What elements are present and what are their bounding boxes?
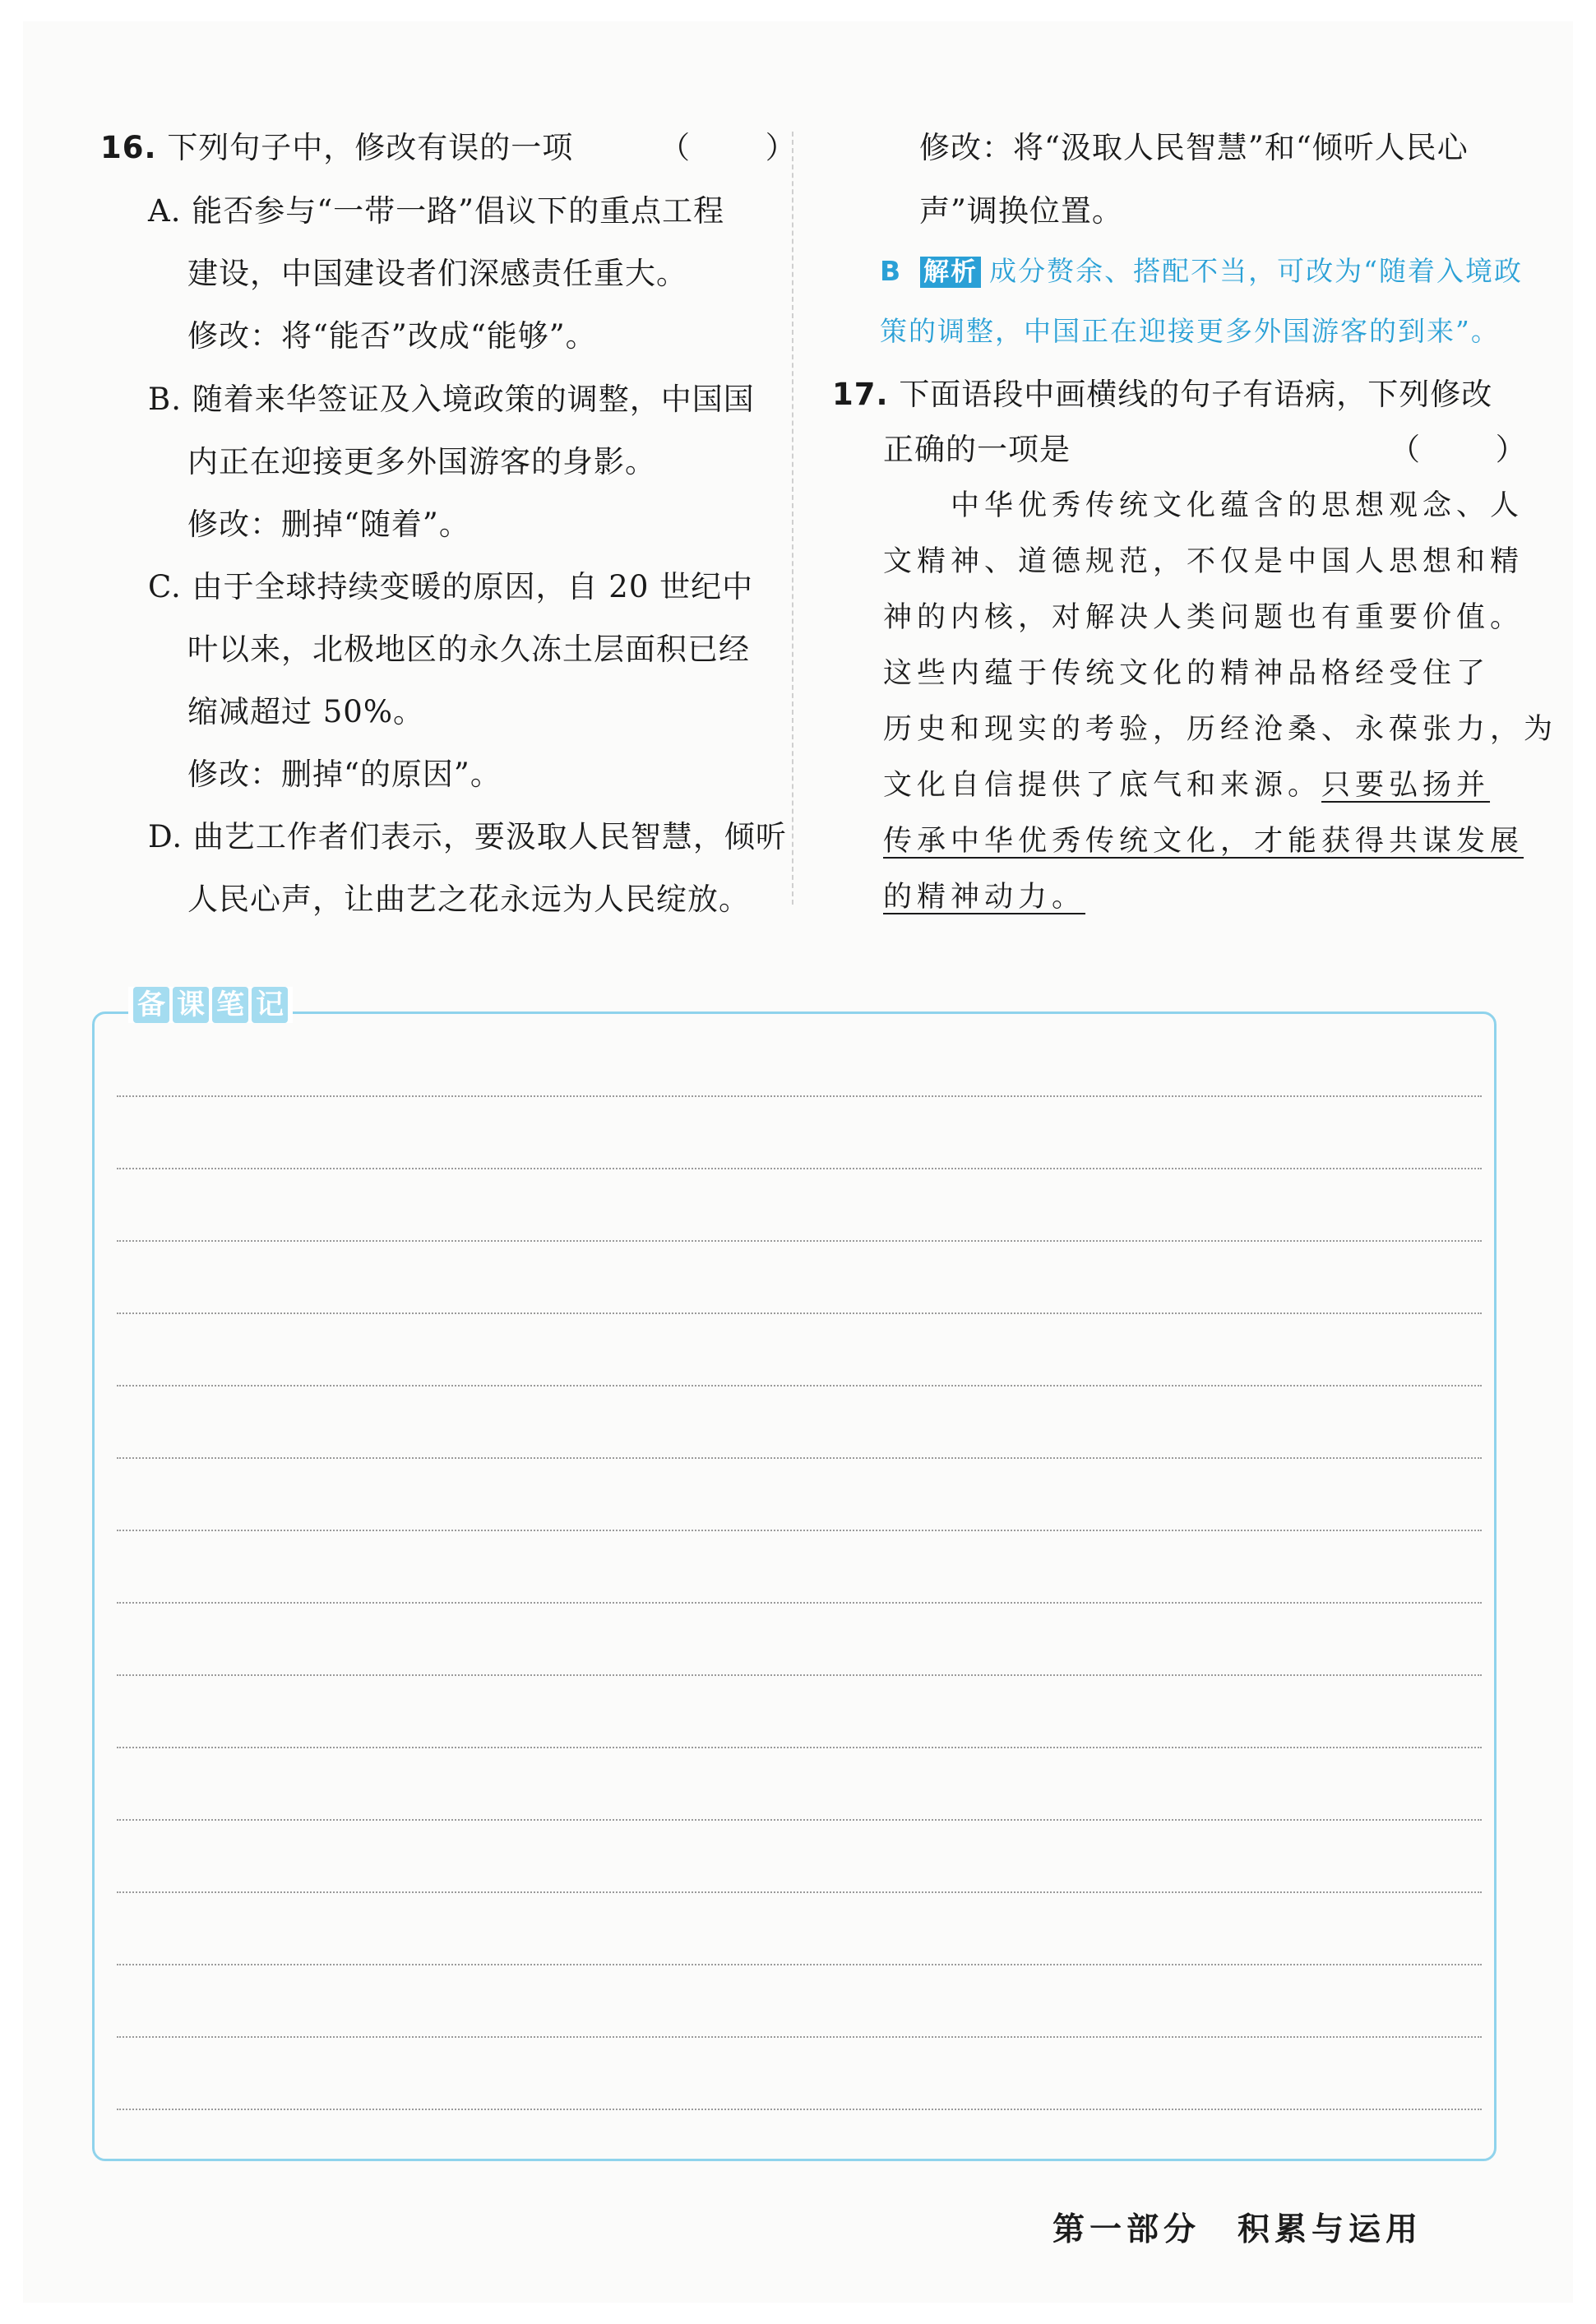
q17-stem-text1: 下面语段中画横线的句子有语病，下列修改 (899, 377, 1493, 412)
column-divider (792, 132, 793, 905)
notes-title-char: 记 (252, 987, 288, 1023)
q16-option-d-line1: D. 曲艺工作者们表示，要汲取人民智慧，倾听 (148, 819, 787, 854)
q17-underlined-sentence-part1: 只要弘扬并 (1321, 769, 1491, 802)
q16-analysis-line1 (880, 251, 1523, 292)
q16-option-a-line2: 建设，中国建设者们深感责任重大。 (187, 256, 687, 291)
q16-option-c-line3: 缩减超过 50%。 (187, 694, 424, 729)
note-line[interactable] (117, 1602, 1482, 1604)
q17-passage-line6-plain: 文化自信提供了底气和来源。 (883, 769, 1322, 802)
note-line[interactable] (117, 1530, 1482, 1531)
q16-option-d-fix-line1: 修改：将“汲取人民智慧”和“倾听人民心 (919, 130, 1469, 165)
q17-passage-line3: 神的内核，对解决人类问题也有重要价值。 (883, 601, 1524, 634)
q17-stem-line1 (832, 374, 1492, 415)
q17-passage-line6 (883, 765, 1490, 806)
q17-passage-line1: 中华优秀传统文化蕴含的思想观念、人 (951, 489, 1524, 522)
notes-title-char: 课 (173, 987, 209, 1023)
q17-answer-paren[interactable]: （ ） (1390, 432, 1559, 467)
note-line[interactable] (117, 2109, 1482, 2110)
q16-option-a-line1: A. 能否参与“一带一路”倡议下的重点工程 (148, 193, 725, 229)
q16-option-b-line1: B. 随着来华签证及入境政策的调整，中国国 (148, 382, 755, 417)
note-line[interactable] (117, 1964, 1482, 1965)
note-line[interactable] (117, 1819, 1482, 1821)
q17-passage-line4: 这些内蕴于传统文化的精神品格经受住了 (883, 657, 1491, 690)
q16-option-b-fix: 修改：删掉“随着”。 (187, 507, 470, 542)
notes-title-char: 备 (133, 987, 169, 1023)
lesson-notes-box (92, 1012, 1497, 2161)
q16-option-d-line2: 人民心声，让曲艺之花永远为人民绽放。 (187, 882, 750, 917)
q17-underlined-sentence-part3: 的精神动力。 (883, 881, 1086, 914)
q17-underlined-sentence-part2: 传承中华优秀传统文化，才能获得共谋发展 (883, 825, 1524, 858)
note-line[interactable] (117, 1168, 1482, 1169)
q17-number: 17. (832, 377, 889, 412)
notes-title-char: 笔 (212, 987, 248, 1023)
q16-option-d-fix-line2: 声”调换位置。 (919, 193, 1123, 229)
q17-passage-line2: 文精神、道德规范，不仅是中国人思想和精 (883, 545, 1524, 578)
q16-stem-text: 下列句子中，修改有误的一项 (167, 130, 574, 165)
page-footer: 第一部分 积累与运用 (1052, 2211, 1423, 2248)
note-line[interactable] (117, 2036, 1482, 2038)
q16-option-c-line1: C. 由于全球持续变暖的原因，自 20 世纪中 (148, 569, 754, 604)
q16-stem (100, 127, 573, 169)
q16-option-b-line2: 内正在迎接更多外国游客的身影。 (187, 444, 656, 479)
lesson-notes-title (128, 987, 293, 1023)
note-line[interactable] (117, 1891, 1482, 1893)
q16-option-c-fix: 修改：删掉“的原因”。 (187, 757, 502, 792)
note-line[interactable] (117, 1240, 1482, 1242)
note-line[interactable] (117, 1095, 1482, 1097)
q16-option-a-fix: 修改：将“能否”改成“能够”。 (187, 318, 597, 354)
q16-answer-paren[interactable]: （ ） (659, 130, 829, 165)
note-line[interactable] (117, 1457, 1482, 1459)
q17-stem-line2: 正确的一项是 (883, 432, 1071, 467)
note-line[interactable] (117, 1312, 1482, 1314)
q16-analysis-line2: 策的调整，中国正在迎接更多外国游客的到来”。 (880, 315, 1500, 347)
note-line[interactable] (117, 1385, 1482, 1387)
q17-passage-line5: 历史和现实的考验，历经沧桑、永葆张力，为 (883, 713, 1558, 746)
note-line[interactable] (117, 1747, 1482, 1748)
analysis-tag: 解析 (920, 257, 981, 288)
q16-answer-letter: B (880, 255, 903, 287)
q16-analysis-text1: 成分赘余、搭配不当，可改为“随着入境政 (989, 255, 1524, 287)
q16-number: 16. (100, 130, 157, 165)
note-line[interactable] (117, 1674, 1482, 1676)
q16-option-c-line2: 叶以来，北极地区的永久冻土层面积已经 (187, 632, 750, 667)
